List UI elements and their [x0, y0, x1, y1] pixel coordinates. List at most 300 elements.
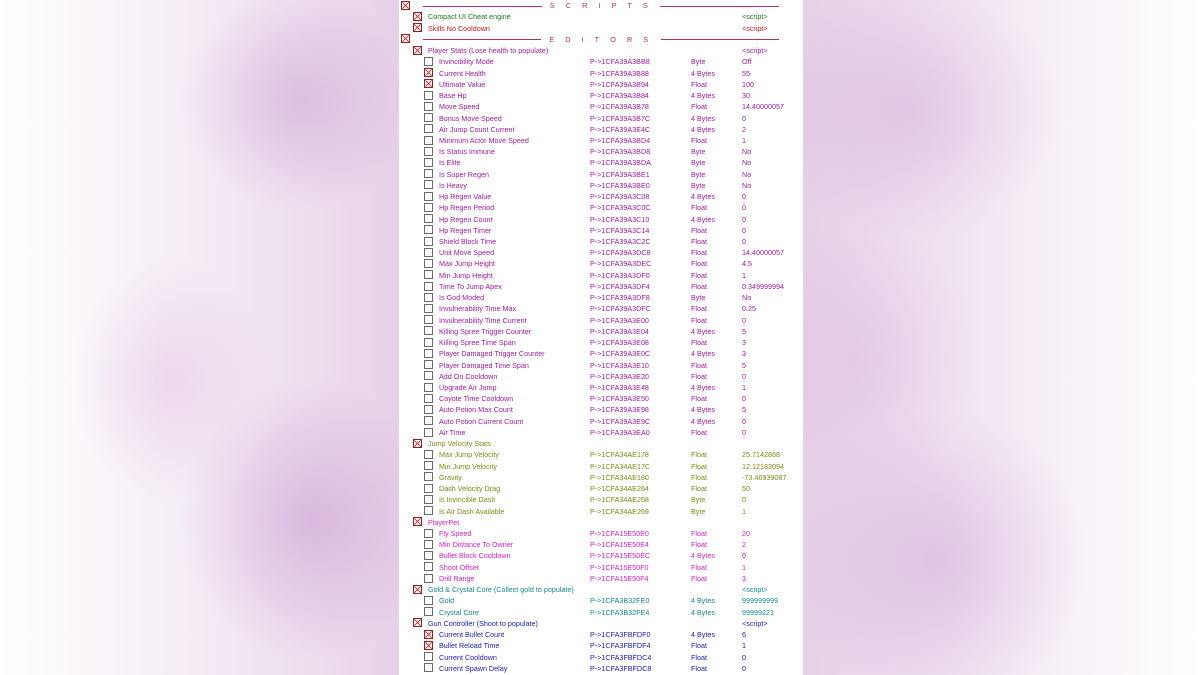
activate-checkbox[interactable]: [424, 641, 433, 650]
activate-checkbox[interactable]: [424, 562, 433, 571]
entry-type: Float: [691, 562, 707, 572]
activate-checkbox[interactable]: [424, 394, 433, 403]
entry-type: Float: [691, 484, 707, 494]
activate-checkbox[interactable]: [424, 529, 433, 538]
entry-description: Max Jump Velocity: [439, 450, 499, 460]
table-row[interactable]: [399, 258, 803, 269]
entry-address: P->1CFA39A3DF8: [590, 293, 650, 303]
activate-checkbox[interactable]: [424, 270, 433, 279]
entry-description: Is Air Dash Available: [439, 506, 505, 516]
entry-description: Current Spawn Delay: [439, 663, 508, 673]
entry-description: Fly Speed: [439, 529, 472, 538]
entry-value: 2: [742, 124, 746, 134]
entry-address: P->1CFA34AE268: [590, 495, 649, 505]
activate-checkbox[interactable]: [424, 472, 433, 481]
table-row[interactable]: [399, 113, 803, 124]
table-row[interactable]: [399, 135, 803, 146]
entry-address: P->1CFA34AE178: [590, 450, 649, 460]
table-row[interactable]: [399, 640, 803, 651]
entry-value: 5: [742, 405, 746, 415]
activate-checkbox[interactable]: [424, 158, 433, 167]
activate-checkbox[interactable]: [424, 652, 433, 661]
activate-checkbox[interactable]: [413, 585, 422, 594]
entry-value: 3: [742, 349, 746, 359]
entry-address: P->1CFA39A3E04: [590, 326, 649, 336]
entry-value: Off: [742, 57, 752, 67]
activate-checkbox[interactable]: [424, 79, 433, 88]
entry-type: 4 Bytes: [691, 124, 715, 134]
entry-address: P->1CFA39A3E48: [590, 383, 649, 393]
activate-checkbox[interactable]: [424, 596, 433, 605]
entry-description: Bonus Move Speed: [439, 113, 502, 123]
entry-value: 0: [742, 371, 746, 381]
activate-checkbox[interactable]: [424, 663, 433, 672]
section-separator[interactable]: [399, 0, 803, 11]
table-row[interactable]: [399, 494, 803, 505]
entry-type: 4 Bytes: [691, 607, 715, 617]
entry-value: 0: [742, 192, 746, 202]
entry-value: 1: [742, 506, 746, 516]
activate-checkbox[interactable]: [413, 12, 422, 21]
entry-value: No: [742, 158, 752, 168]
entry-description: Min Jump Velocity: [439, 461, 497, 471]
entry-address: P->1CFA39A3C08: [590, 192, 650, 202]
entry-type: 4 Bytes: [691, 91, 715, 101]
entry-description: Current Bullet Count: [439, 630, 505, 640]
activate-checkbox[interactable]: [424, 315, 433, 324]
activate-checkbox[interactable]: [424, 180, 433, 189]
entry-type: Float: [691, 304, 707, 314]
activate-checkbox[interactable]: [424, 147, 433, 156]
entry-type: Float: [691, 281, 707, 291]
background-left: [0, 0, 398, 675]
entry-address: P->1CFA39A3E9C: [590, 416, 651, 426]
entry-description: Is Heavy: [439, 180, 467, 190]
table-row[interactable]: [399, 483, 803, 494]
entry-address: P->1CFA39A3BB8: [590, 57, 650, 67]
activate-checkbox[interactable]: [424, 203, 433, 212]
activate-checkbox[interactable]: [413, 46, 422, 55]
activate-checkbox[interactable]: [424, 282, 433, 291]
activate-checkbox[interactable]: [424, 136, 433, 145]
entry-value: 0: [742, 214, 746, 224]
table-row[interactable]: [399, 449, 803, 460]
entry-type: Float: [691, 427, 707, 437]
activate-checkbox[interactable]: [424, 383, 433, 392]
activate-checkbox[interactable]: [424, 169, 433, 178]
entry-address: P->1CFA39A3DF0: [590, 270, 650, 280]
group-header-row[interactable]: [399, 517, 803, 528]
activate-checkbox[interactable]: [424, 259, 433, 268]
table-row[interactable]: [399, 360, 803, 371]
entry-value: <script>: [742, 12, 768, 22]
entry-address: P->1CFA39A3E08: [590, 338, 649, 348]
section-separator[interactable]: [399, 34, 803, 45]
table-row[interactable]: [399, 146, 803, 157]
table-row[interactable]: [399, 472, 803, 483]
entry-address: P->1CFA39A3E98: [590, 405, 649, 415]
entry-description: Is Elite: [439, 158, 461, 168]
entry-description: Invulnerability Time Max: [439, 304, 517, 314]
entry-address: P->1CFA15E50E0: [590, 529, 649, 538]
entry-type: Float: [691, 540, 707, 550]
entry-address: P->1CFA39A3DFC: [590, 304, 651, 314]
activate-checkbox[interactable]: [424, 607, 433, 616]
group-header-row[interactable]: [399, 11, 803, 22]
entry-description: Is God Moded: [439, 293, 485, 303]
table-row[interactable]: [399, 303, 803, 314]
table-row[interactable]: [399, 326, 803, 337]
entry-description: Player Stats (Lose health to populate): [428, 46, 549, 56]
entry-type: 4 Bytes: [691, 551, 715, 561]
entry-type: Float: [691, 573, 707, 583]
entry-value: 1: [742, 135, 746, 145]
background-right: [798, 0, 1200, 675]
entry-description: Min Distance To Owner: [439, 540, 514, 550]
activate-checkbox[interactable]: [424, 326, 433, 335]
entry-address: P->1CFA39A3BDA: [590, 158, 651, 168]
entry-type: Float: [691, 652, 707, 662]
entry-value: 50: [742, 484, 750, 494]
entry-description: Base Hp: [439, 91, 467, 101]
entry-type: 4 Bytes: [691, 214, 715, 224]
activate-checkbox[interactable]: [424, 102, 433, 111]
entry-description: Invincibility Mode: [439, 57, 494, 67]
entry-type: 4 Bytes: [691, 326, 715, 336]
table-row[interactable]: [399, 68, 803, 79]
entry-description: Player Damaged Trigger Counter: [439, 349, 545, 359]
activate-checkbox[interactable]: [424, 506, 433, 515]
entry-description: Current Health: [439, 68, 486, 78]
entry-type: Float: [691, 641, 707, 651]
table-row[interactable]: [399, 169, 803, 180]
table-row[interactable]: [399, 315, 803, 326]
entry-value: 1: [742, 270, 746, 280]
entry-value: 25.7142868: [742, 450, 780, 460]
entry-type: Float: [691, 259, 707, 269]
activate-checkbox[interactable]: [424, 630, 433, 639]
entry-type: 4 Bytes: [691, 349, 715, 359]
entry-type: Float: [691, 394, 707, 404]
entry-type: Float: [691, 237, 707, 247]
entry-type: Float: [691, 203, 707, 213]
entry-description: Is Super Regen: [439, 169, 489, 179]
entry-description: Minimum Actor Move Speed: [439, 135, 529, 145]
entry-type: Float: [691, 450, 707, 460]
table-row[interactable]: [399, 180, 803, 191]
table-row[interactable]: [399, 247, 803, 258]
entry-description: Is Status Immune: [439, 147, 495, 157]
table-row[interactable]: [399, 202, 803, 213]
activate-checkbox[interactable]: [424, 416, 433, 425]
activate-checkbox[interactable]: [424, 349, 433, 358]
entry-address: P->1CFA3B32FE4: [590, 607, 650, 617]
entry-address: P->1CFA39A3EA0: [590, 427, 650, 437]
entry-value: No: [742, 293, 752, 303]
entry-type: Byte: [691, 57, 706, 67]
entry-address: P->1CFA15E50EC: [590, 551, 651, 561]
entry-address: P->1CFA39A3E4C: [590, 124, 651, 134]
activate-checkbox[interactable]: [424, 484, 433, 493]
table-row[interactable]: [399, 371, 803, 382]
entry-address: P->1CFA34AE180: [590, 472, 649, 482]
table-row[interactable]: [399, 461, 803, 472]
activate-checkbox[interactable]: [424, 495, 433, 504]
entry-description: Auto Potion Current Count: [439, 416, 524, 426]
entry-description: Hp Regen Timer: [439, 225, 492, 235]
entry-address: P->1CFA15E50E4: [590, 540, 649, 550]
entry-description: Add On Cooldown: [439, 371, 498, 381]
group-header-row[interactable]: [399, 45, 803, 56]
activate-checkbox[interactable]: [424, 124, 433, 133]
entry-address: P->1CFA34AE269: [590, 506, 649, 516]
entry-description: Gold & Crystal Core (Collect gold to populate): [428, 585, 574, 595]
activate-checkbox[interactable]: [424, 360, 433, 369]
entry-address: P->1CFA39A3C2C: [590, 237, 651, 247]
table-row[interactable]: [399, 191, 803, 202]
table-row[interactable]: [399, 550, 803, 561]
activate-checkbox[interactable]: [424, 248, 433, 257]
entry-type: 4 Bytes: [691, 68, 715, 78]
table-row[interactable]: [399, 652, 803, 663]
table-row[interactable]: [399, 56, 803, 67]
table-row[interactable]: [399, 214, 803, 225]
table-row[interactable]: [399, 629, 803, 640]
entry-description: Crystal Core: [439, 607, 479, 617]
entry-value: 1: [742, 641, 746, 651]
entry-description: Dash Velocity Drag: [439, 484, 501, 494]
entry-address: P->1CFA39A3B88: [590, 68, 649, 78]
entry-type: Float: [691, 135, 707, 145]
entry-value: 0: [742, 663, 746, 673]
entry-value: 1: [742, 562, 746, 572]
entry-description: Air Jump Count Current: [439, 124, 515, 134]
activate-checkbox[interactable]: [424, 540, 433, 549]
table-row[interactable]: [399, 124, 803, 135]
table-row[interactable]: [399, 157, 803, 168]
entry-value: 0: [742, 237, 746, 247]
entry-type: Float: [691, 270, 707, 280]
entry-value: 0: [742, 113, 746, 123]
entry-value: 0.349999994: [742, 281, 784, 291]
activate-checkbox[interactable]: [413, 23, 422, 32]
table-row[interactable]: [399, 79, 803, 90]
entry-address: P->1CFA39A3BE1: [590, 169, 650, 179]
activate-checkbox[interactable]: [424, 214, 433, 223]
entry-type: Byte: [691, 147, 706, 157]
entry-type: Byte: [691, 158, 706, 168]
entry-value: 1: [742, 383, 746, 393]
entry-type: Float: [691, 663, 707, 673]
entry-description: Unit Move Speed: [439, 248, 495, 258]
activate-checkbox[interactable]: [424, 461, 433, 470]
group-header-row[interactable]: [399, 618, 803, 629]
table-row[interactable]: [399, 506, 803, 517]
activate-checkbox[interactable]: [424, 428, 433, 437]
table-row[interactable]: [399, 607, 803, 618]
activate-checkbox[interactable]: [424, 371, 433, 380]
entry-type: 4 Bytes: [691, 405, 715, 415]
entry-value: 100: [742, 79, 754, 89]
section-title-text: S C R I P T S: [542, 1, 660, 10]
activate-checkbox[interactable]: [413, 439, 422, 448]
entry-type: Float: [691, 360, 707, 370]
entry-address: P->1CFA15E50F4: [590, 573, 649, 583]
table-row[interactable]: [399, 337, 803, 348]
table-row[interactable]: [399, 595, 803, 606]
entry-description: Hp Regen Count: [439, 214, 493, 224]
entry-description: Hp Regen Period: [439, 203, 495, 213]
entry-address: P->1CFA3FBFDF0: [590, 630, 651, 640]
entry-address: P->1CFA39A3C14: [590, 225, 650, 235]
entry-value: 4.5: [742, 259, 752, 269]
table-row[interactable]: [399, 528, 803, 539]
entry-type: Float: [691, 315, 707, 325]
table-row[interactable]: [399, 427, 803, 438]
entry-address: P->1CFA39A3E20: [590, 371, 649, 381]
entry-type: Float: [691, 79, 707, 89]
activate-checkbox[interactable]: [424, 57, 433, 66]
entry-address: P->1CFA15E50F0: [590, 562, 649, 572]
section-title: [399, 34, 803, 45]
entry-description: Current Cooldown: [439, 652, 497, 662]
entry-description: Gun Controller (Shoot to populate): [428, 618, 538, 628]
activate-checkbox[interactable]: [424, 405, 433, 414]
entry-description: Killing Spree Time Span: [439, 338, 516, 348]
entry-type: 4 Bytes: [691, 192, 715, 202]
entry-address: P->1CFA39A3BD8: [590, 147, 651, 157]
table-row[interactable]: [399, 225, 803, 236]
entry-description: Jump Velocity Stats: [428, 439, 491, 449]
table-row[interactable]: [399, 348, 803, 359]
activate-checkbox[interactable]: [413, 618, 422, 627]
entry-description: Drill Range: [439, 573, 475, 583]
activate-checkbox[interactable]: [424, 192, 433, 201]
entry-description: Min Jump Height: [439, 270, 493, 280]
entry-type: Float: [691, 102, 707, 112]
activate-checkbox[interactable]: [424, 450, 433, 459]
entry-address: P->1CFA34AE17C: [590, 461, 651, 471]
table-row[interactable]: [399, 416, 803, 427]
entry-value: 0: [742, 551, 746, 561]
table-row[interactable]: [399, 393, 803, 404]
entry-type: Float: [691, 371, 707, 381]
entry-value: 55: [742, 68, 750, 78]
entry-value: 5: [742, 326, 746, 336]
table-row[interactable]: [399, 382, 803, 393]
activate-checkbox[interactable]: [424, 338, 433, 347]
entry-type: Byte: [691, 506, 706, 516]
entry-type: Float: [691, 338, 707, 348]
entry-value: 6: [742, 630, 746, 640]
activate-checkbox[interactable]: [424, 293, 433, 302]
entry-value: <script>: [742, 618, 768, 628]
entry-value: 14.40000057: [742, 248, 784, 258]
entry-address: P->1CFA39A3E00: [590, 315, 649, 325]
table-row[interactable]: [399, 292, 803, 303]
entry-type: Byte: [691, 169, 706, 179]
activate-checkbox[interactable]: [424, 225, 433, 234]
entry-address: P->1CFA3FBFDF4: [590, 641, 651, 651]
entry-description: Is Invincible Dash: [439, 495, 496, 505]
entry-address: P->1CFA39A3BD4: [590, 135, 651, 145]
entry-description: Hp Regen Value: [439, 192, 492, 202]
table-row[interactable]: [399, 539, 803, 550]
entry-type: 4 Bytes: [691, 113, 715, 123]
entry-description: Player Damaged Time Span: [439, 360, 529, 370]
entry-address: P->1CFA3B32FE0: [590, 596, 650, 606]
activate-checkbox[interactable]: [424, 113, 433, 122]
entry-address: P->1CFA39A3B94: [590, 79, 649, 89]
entry-description: Shoot Offset: [439, 562, 479, 572]
entry-value: No: [742, 180, 752, 190]
table-row[interactable]: [399, 404, 803, 415]
entry-value: 0: [742, 394, 746, 404]
entry-description: Gold: [439, 596, 455, 606]
table-row[interactable]: [399, 573, 803, 584]
entry-value: 12.12183094: [742, 461, 784, 471]
entry-address: P->1CFA39A3C0C: [590, 203, 651, 213]
entry-value: 0: [742, 225, 746, 235]
table-row[interactable]: [399, 663, 803, 674]
entry-description: Upgrade Air Jump: [439, 383, 497, 393]
table-row[interactable]: [399, 101, 803, 112]
table-row[interactable]: [399, 236, 803, 247]
entry-value: 0.25: [742, 304, 756, 314]
activate-checkbox[interactable]: [424, 237, 433, 246]
entry-value: 0: [742, 427, 746, 437]
table-row[interactable]: [399, 90, 803, 101]
entry-type: Float: [691, 529, 707, 538]
group-header-row[interactable]: [399, 584, 803, 595]
entry-value: 99999221: [742, 607, 774, 617]
activate-checkbox[interactable]: [413, 517, 422, 526]
table-row[interactable]: [399, 281, 803, 292]
activate-checkbox[interactable]: [424, 551, 433, 560]
entry-type: Byte: [691, 293, 706, 303]
entry-description: Coyote Time Cooldown: [439, 394, 514, 404]
entry-value: <script>: [742, 23, 768, 33]
entry-description: Auto Potion Max Count: [439, 405, 513, 415]
entry-type: Float: [691, 461, 707, 471]
activate-checkbox[interactable]: [424, 68, 433, 77]
section-title-text: E D I T O R S: [541, 35, 660, 44]
entry-value: 999999999: [742, 596, 778, 606]
entry-type: 4 Bytes: [691, 630, 715, 640]
entry-description: Max Jump Height: [439, 259, 495, 269]
group-header-row[interactable]: [399, 438, 803, 449]
entry-value: <script>: [742, 585, 768, 595]
entry-type: Float: [691, 225, 707, 235]
entry-address: P->1CFA39A3C10: [590, 214, 650, 224]
activate-checkbox[interactable]: [424, 91, 433, 100]
entry-description: Ultimate Value: [439, 79, 486, 89]
table-row[interactable]: [399, 270, 803, 281]
entry-type: Float: [691, 472, 707, 482]
entry-address: P->1CFA3FBFDC8: [590, 663, 652, 673]
entry-description: Gravity: [439, 472, 462, 482]
activate-checkbox[interactable]: [424, 574, 433, 583]
entry-address: P->1CFA39A3B84: [590, 91, 649, 101]
entry-description: PlayerPet: [428, 517, 460, 527]
group-header-row[interactable]: [399, 23, 803, 34]
entry-description: Invulnerability Time Current: [439, 315, 527, 325]
table-row[interactable]: [399, 562, 803, 573]
entry-value: 0: [742, 203, 746, 213]
activate-checkbox[interactable]: [424, 304, 433, 313]
entry-address: P->1CFA39A3DEC: [590, 259, 652, 269]
entry-value: 0: [742, 652, 746, 662]
